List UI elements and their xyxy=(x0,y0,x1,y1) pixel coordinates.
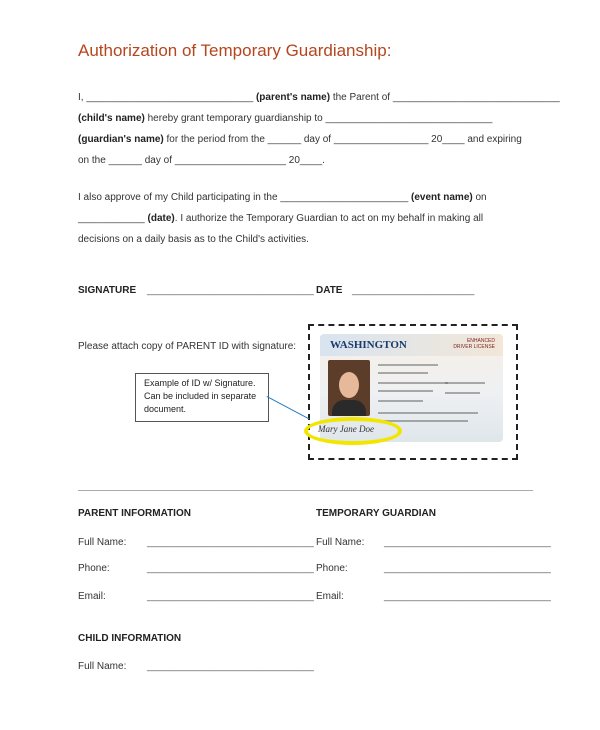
guardianship-paragraph xyxy=(78,87,560,171)
id-text-line xyxy=(445,392,480,394)
id-text-line xyxy=(378,372,428,374)
id-text-line xyxy=(378,400,423,402)
signature-label: SIGNATURE xyxy=(78,285,137,296)
page-title: Authorization of Temporary Guardianship: xyxy=(78,41,392,60)
para-line-4: on the ______ day of ____________________ 20____. xyxy=(78,155,325,166)
id-text-line xyxy=(445,382,485,384)
para2-line-3: decisions on a daily basis as to the Child's activities. xyxy=(78,234,309,245)
guardian-phone-field[interactable]: ______________________________ xyxy=(384,563,551,574)
signature-field[interactable]: ______________________________ xyxy=(147,285,314,296)
parent-full-name-label: Full Name: xyxy=(78,537,127,548)
parent-full-name-field[interactable]: ______________________________ xyxy=(147,537,314,548)
childs-name-label: (child's name) xyxy=(78,113,145,124)
para-line-3: (guardian's name) for the period from the ______ day of _________________ 20____ and expiring xyxy=(78,134,522,145)
parent-info-heading: PARENT INFORMATION xyxy=(78,508,191,519)
id-text-line xyxy=(378,390,433,392)
guardian-full-name-label: Full Name: xyxy=(316,537,365,548)
date-label: (date) xyxy=(147,213,175,224)
para-line-2: (child's name) hereby grant temporary guardianship to ______________________________ xyxy=(78,113,493,124)
event-name-label: (event name) xyxy=(411,192,473,203)
parent-email-label: Email: xyxy=(78,591,106,602)
callout-text: Example of ID w/ Signature. Can be included in separate document. xyxy=(144,378,257,414)
guardian-email-label: Email: xyxy=(316,591,344,602)
guardian-email-field[interactable]: ______________________________ xyxy=(384,591,551,602)
event-paragraph xyxy=(78,187,487,250)
attach-id-instruction: Please attach copy of PARENT ID with signature: xyxy=(78,341,297,352)
child-full-name-field[interactable]: ______________________________ xyxy=(147,661,314,672)
guardian-phone-label: Phone: xyxy=(316,563,348,574)
date-field[interactable]: ______________________ xyxy=(352,285,475,296)
face-shape xyxy=(339,372,359,398)
callout-arrow xyxy=(267,396,310,419)
shoulders-shape xyxy=(332,400,366,416)
para-line-1: I, ______________________________ (parent's name) the Parent of ______________________________ xyxy=(78,92,560,103)
parents-name-label: (parent's name) xyxy=(255,92,331,103)
id-card-state: WASHINGTON xyxy=(330,339,407,351)
id-card-signature: Mary Jane Doe xyxy=(318,424,374,434)
child-info-heading: CHILD INFORMATION xyxy=(78,633,182,644)
guardian-info-heading: TEMPORARY GUARDIAN xyxy=(316,508,437,519)
id-text-line xyxy=(378,364,438,366)
id-photo xyxy=(328,360,370,416)
para2-line-1: I also approve of my Child participating in the _______________________ (event name) on xyxy=(78,192,487,203)
para2-line-2: ____________ (date). I authorize the Temporary Guardian to act on my behalf in making all xyxy=(78,213,484,224)
guardians-name-label: (guardian's name) xyxy=(78,134,164,145)
id-text-line xyxy=(378,382,448,384)
parent-phone-field[interactable]: ______________________________ xyxy=(147,563,314,574)
section-divider xyxy=(78,490,533,491)
parent-phone-label: Phone: xyxy=(78,563,110,574)
date-label-heading: DATE xyxy=(316,285,343,296)
child-full-name-label: Full Name: xyxy=(78,661,127,672)
id-card-type: ENHANCED DRIVER LICENSE xyxy=(453,338,495,350)
parent-email-field[interactable]: ______________________________ xyxy=(147,591,314,602)
id-text-line xyxy=(378,412,478,414)
guardian-full-name-field[interactable]: ______________________________ xyxy=(384,537,551,548)
